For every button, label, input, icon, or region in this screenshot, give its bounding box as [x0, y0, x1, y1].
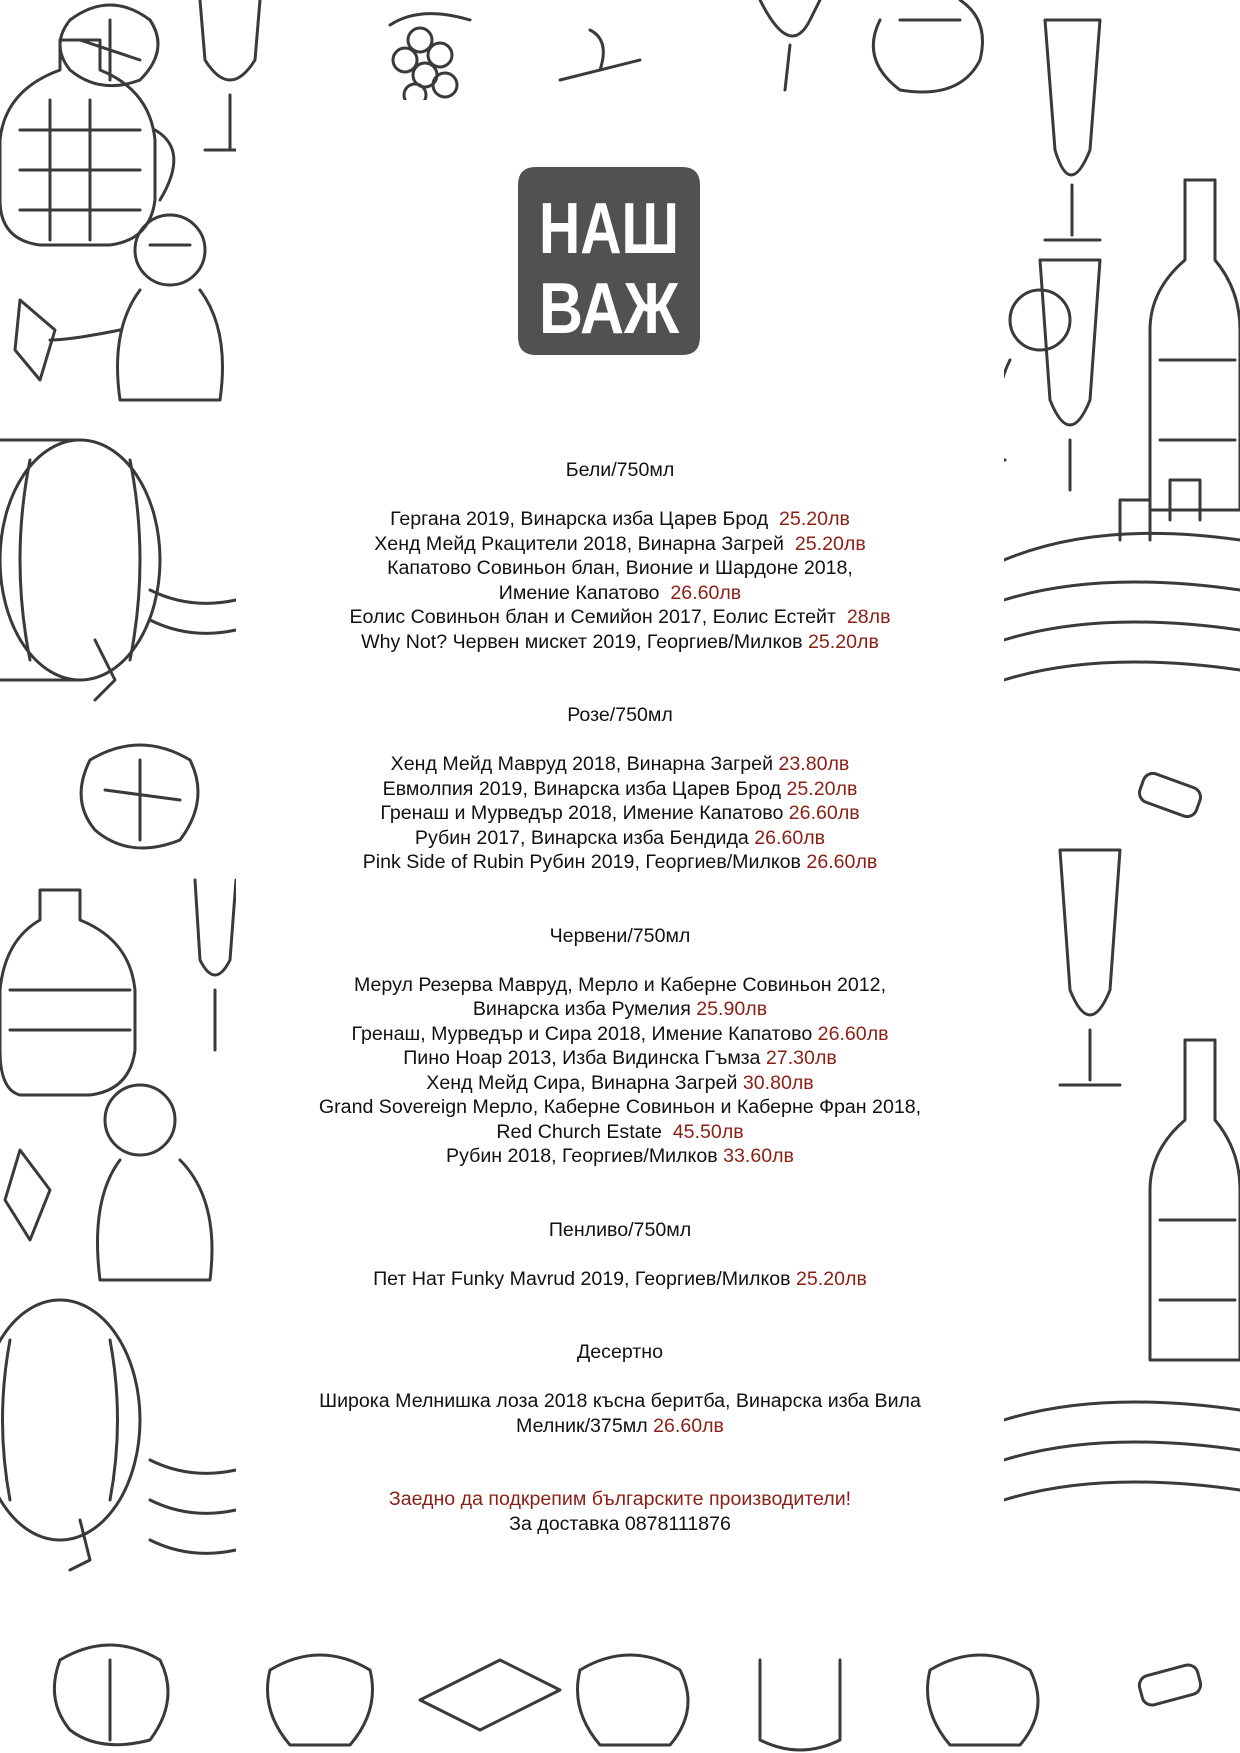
wine-price: 25.20лв — [779, 508, 850, 530]
wine-item — [236, 605, 1004, 630]
jug-icon — [873, 0, 982, 92]
wine-item — [236, 1071, 1004, 1096]
wine-bottle-icon — [1150, 1040, 1240, 1360]
wine-item — [236, 1022, 1004, 1047]
wine-name: Grand Sovereign Мерло, Каберне Совиньон и Каберне Фран 2018, — [318, 1096, 922, 1118]
wine-price: 26.60лв — [788, 802, 860, 824]
wine-price: 25.20лв — [786, 777, 858, 800]
barrel-icon — [0, 1300, 140, 1570]
delivery-phone: За доставка 0878111876 — [509, 1512, 731, 1535]
champagne-glass-icon — [1060, 850, 1120, 1085]
corkscrew-icon — [560, 30, 640, 80]
wine-name: Red Church Estate — [496, 1120, 673, 1143]
wine-name: Гренаш, Мурведър и Сира 2018, Имение Капатово — [351, 1022, 818, 1045]
grape-bunch-icon — [390, 14, 470, 106]
wine-name: Рубин 2018, Георгиев/Милков — [446, 1145, 724, 1167]
barrel-icon — [0, 440, 160, 700]
wine-price: 25.20лв — [808, 630, 879, 653]
cheese-icon — [420, 1660, 560, 1730]
champagne-glass-icon — [1045, 20, 1100, 240]
wine-name: Хенд Мейд Сира, Винарна Загрей — [426, 1071, 743, 1094]
wine-name: Гергана 2019, Винарска изба Царев Брод — [390, 508, 780, 530]
wine-glass-icon — [760, 0, 820, 90]
logo-line2: ВАЖ — [539, 269, 680, 349]
wine-bottle-icon — [1150, 180, 1240, 510]
wine-name: Еолис Совиньон блан и Семийон 2017, Еолис Естейт — [349, 606, 847, 628]
wine-name: Капатово Совиньон блан, Вионие и Шардоне 2018, — [387, 557, 853, 579]
grape-leaf-icon — [81, 745, 198, 848]
section-items — [236, 752, 1004, 875]
wine-name: Рубин 2017, Винарска изба Бендида — [414, 826, 755, 849]
sommelier-icon — [997, 290, 1070, 460]
wine-name: Евмолпия 2019, Винарска изба Царев Брод — [382, 777, 787, 800]
vineyard-icon — [1004, 1402, 1240, 1500]
wine-name: Pink Side of Rubin Рубин 2019, Георгиев/Милков — [362, 851, 807, 873]
section-items — [236, 973, 1004, 1169]
wine-item — [236, 1095, 1004, 1120]
grape-leaf-icon — [578, 1655, 689, 1745]
wine-price: 33.60лв — [723, 1145, 794, 1167]
wine-item — [236, 850, 1004, 875]
section-items — [236, 1267, 1004, 1292]
wine-name: Хенд Мейд Мавруд 2018, Винарна Загрей — [390, 753, 779, 775]
wine-item — [236, 777, 1004, 802]
wine-name: Мерул Резерва Мавруд, Мерло и Каберне Совиньон 2012, — [353, 973, 887, 996]
champagne-glass-icon — [1040, 260, 1100, 490]
grape-leaf-icon — [54, 1645, 168, 1745]
section-title: Бели/750мл — [565, 459, 675, 481]
wine-item — [236, 581, 1004, 606]
wine-item — [236, 801, 1004, 826]
wine-name: Широка Мелнишка лоза 2018 късна беритба, Винарска изба Вила — [319, 1390, 921, 1412]
wine-price: 45.50лв — [672, 1120, 744, 1143]
wine-price: 26.60лв — [670, 581, 742, 604]
wine-name: Пино Ноар 2013, Изба Видинска Гъмза — [403, 1047, 766, 1069]
support-producers-text: Заедно да подкрепим българските производители! — [388, 1488, 852, 1510]
wine-name: Имение Капатово — [498, 581, 671, 604]
wine-price: 27.30лв — [765, 1047, 837, 1069]
section-title: Пенливо/750мл — [548, 1218, 692, 1241]
cork-icon — [1137, 771, 1204, 820]
grape-leaf-icon — [268, 1655, 373, 1745]
wine-item — [236, 973, 1004, 998]
wine-glass-icon — [195, 880, 236, 1050]
wine-item — [236, 630, 1004, 655]
wine-item — [236, 532, 1004, 557]
section-title: Розе/750мл — [567, 704, 673, 726]
wine-item — [236, 1120, 1004, 1145]
footer — [236, 1487, 1004, 1536]
wine-item — [236, 507, 1004, 532]
jug-icon — [0, 890, 135, 1095]
wine-item — [236, 1389, 1004, 1414]
cork-icon — [1137, 1663, 1203, 1708]
wine-item — [236, 826, 1004, 851]
wine-name: Why Not? Червен мискет 2019, Георгиев/Милков — [361, 630, 808, 653]
sommelier-icon — [5, 1085, 212, 1280]
wine-price: 23.80лв — [778, 753, 850, 775]
wine-price: 26.60лв — [817, 1022, 889, 1045]
wine-list — [236, 458, 1004, 1536]
wine-item — [236, 1267, 1004, 1292]
wine-name: Хенд Мейд Ркацители 2018, Винарна Загрей — [374, 532, 795, 555]
wine-price: 26.60лв — [806, 851, 878, 873]
wine-price: 26.60лв — [653, 1414, 724, 1437]
wine-price: 30.80лв — [742, 1071, 814, 1094]
wine-item — [236, 1144, 1004, 1169]
wine-item — [236, 1046, 1004, 1071]
logo-line1: НАШ — [539, 189, 679, 269]
vineyard-icon — [150, 1460, 236, 1553]
wine-price: 25.20лв — [796, 1267, 867, 1290]
wine-name: Винарска изба Румелия — [472, 998, 697, 1020]
section-items — [236, 507, 1004, 654]
vineyard-icon — [150, 590, 236, 633]
wine-item — [236, 997, 1004, 1022]
wine-glass-icon — [760, 1660, 840, 1750]
wine-name: Мелник/375мл — [516, 1414, 654, 1437]
wine-name: Гренаш и Мурведър 2018, Имение Капатово — [380, 802, 789, 824]
section-items — [236, 1389, 1004, 1438]
grape-leaf-icon — [928, 1655, 1039, 1745]
section-title: Десертно — [576, 1341, 664, 1363]
wine-price: 25.90лв — [696, 998, 768, 1020]
wine-item — [236, 1414, 1004, 1439]
wine-price: 25.20лв — [794, 532, 866, 555]
wine-item — [236, 752, 1004, 777]
nash-vazh-logo — [514, 163, 704, 359]
section-title: Червени/750мл — [549, 924, 691, 947]
wine-price: 28лв — [846, 606, 891, 628]
wine-item — [236, 556, 1004, 581]
wine-price: 26.60лв — [754, 826, 826, 849]
wine-name: Пет Нат Funky Mavrud 2019, Георгиев/Милков — [373, 1267, 797, 1290]
